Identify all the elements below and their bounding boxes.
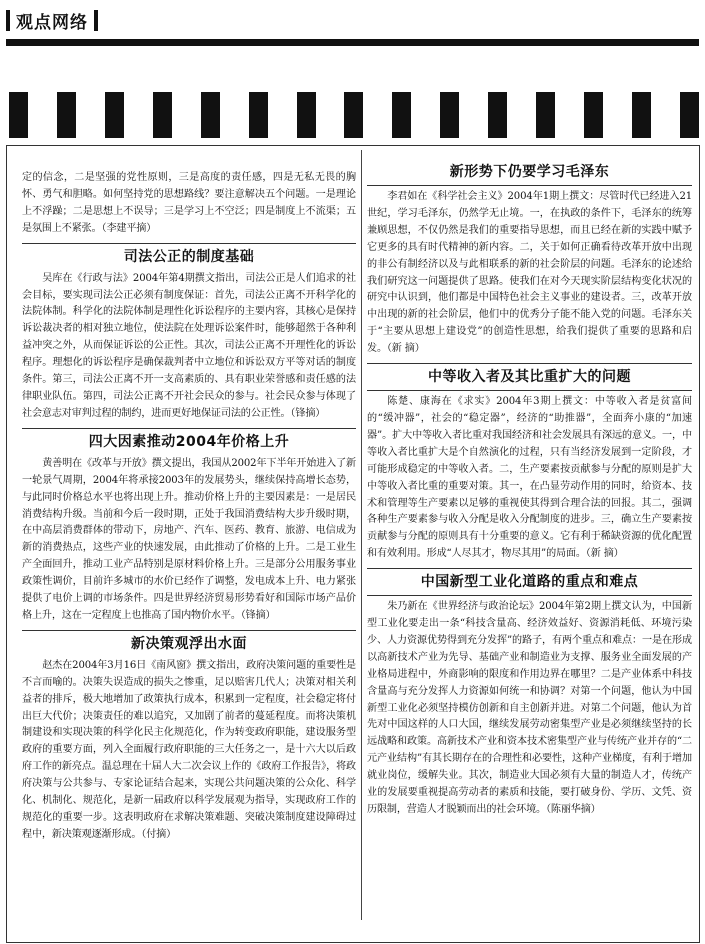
article-author: （新 摘） [585,548,624,560]
decorative-block [440,92,459,138]
article-new-industrialization [367,568,692,819]
article-learn-maozedong [367,162,692,358]
article-body: 黄善明在《改革与开放》撰文提出，我国从2002年下半年开始进入了新一轮景气周期，2004年将承接2003年的发展势头，继续保持高增长态势，与此同时价格总水平也将出现上升。推动价格上升的主要因素是：一是居民消费结构升级。当前和今后一段时期，正处于我国消费结构大步升级时期，在中高层消费群体的带动下，房地产、汽车、医药、教育、旅游、电信成为新的消费热点，这些产业的快速发展，由此推动了价格的上升。二是工业生产全面回升，推动工业产品特别是原材料价格上升。三是部分公用服务事业政策性调价，目前许多城市的水价已经作了调整，发电成本上升、电力紧张提供了电价上调的市场条件。四是世界经济贸易形势看好和国际市场产品价格上升，这在一定程度上也推高了国内物价水平。（锋摘） [22,457,356,621]
section-title: 观点网络 [16,13,88,33]
intro-paragraph: 定的信念，二是坚强的党性原则，三是高度的责任感，四是无私无畏的胸怀、勇气和胆略。如何坚持党的思想路线？要注意解决五个问题。一是理论上不浮躁；二是思想上不误导；三是学习上不空泛；四是制度上不流渠；五是氛围上不紧张。（李建平摘） [22,172,356,234]
decorative-block [632,92,651,138]
article-title: 司法公正的制度基础 [22,243,356,268]
header-right-bar [94,10,98,31]
article-author: （锋摘） [240,609,276,621]
left-column [22,170,356,844]
decorative-block-row [9,92,699,138]
article-author: （陈丽华摘） [546,804,601,815]
top-rule [6,39,699,46]
article-author: （新 摘） [386,343,425,355]
article-title: 中国新型工业化道路的重点和难点 [367,568,692,596]
article-title: 中等收入者及其比重扩大的问题 [367,363,692,391]
article-body: 陈楚、康海在《求实》2004年3期上撰文：中等收入者是贫富间的“缓冲器”，社会的“稳定器”，经济的“助推器”，全面奔小康的“加速器”。扩大中等收入者比重对我国经济和社会发展具有深远的意义。一，中等收入者比重扩大是个自然演化的过程，只有当经济发展到一定阶段，才可能形成稳定的中等收入者。二，生产要素按贡献参与分配的原则是扩大中等收入者比重的重要对策。其一，在凸显劳动作用的同时，给资本、技术和管理等生产要素以足够的重视使其得到合理合法的回报。其二，强调各种生产要素参与收入分配是收入分配制度的进步。三，确立生产要素按贡献参与分配的原则具有十分重要的意义。它有利于稀缺资源的优化配置和有效利用。形成“人尽其才，物尽其用”的局面。（新 摘） [367,396,692,560]
article-price-factors [22,428,356,625]
decorative-block [344,92,363,138]
article-new-decision-view [22,630,356,844]
article-body: 吴库在《行政与法》2004年第4期撰文指出，司法公正是人们追求的社会目标，要实现司法公正必须有制度保证：首先，司法公正离不开科学化的法院体制。科学化的法院体制是理性化诉讼程序的主要内容，其核心是保持诉讼裁决者的相对独立地位，使法院在处理诉讼案件时，能够超然于各种利益冲突之外，从而保证诉讼的公正性。其次，司法公正离不开理性化的诉讼程序。理想化的诉讼程序是确保裁判者中立地位和诉讼双方平等对话的制度条件。第三，司法公正离不开一支高素质的、具有职业荣誉感和责任感的法律职业队伍。第四，司法公正离不开社会民众的参与。社会民众参与体现了社会意志对审判过程的制约，进而更好地保证司法的公正性。（锋摘） [22,272,356,419]
article-body: 李君如在《科学社会主义》2004年1期上撰文：尽管时代已经进入21世纪，学习毛泽东，仍然学无止境。一，在执政的条件下，毛泽东的统筹兼顾思想，不仅仍然是我们的重要指导思想，而且已经在新的实践中赋予它更多的具有时代精神的新内容。二，关于如何正确看待改革开放中出现的非公有制经济以及与此相联系的新的社会阶层的问题。毛泽东的论述给我们研究这一问题提供了思路。使我们在对今天现实阶层结构变化状况的研究中认识到，他们都是中国特色社会主义事业的建设者。三，改革开放中出现的新的社会阶层，他们中的优秀分子能不能入党的问题。毛泽东关于“主要从思想上建设党”的创造性思想，给我们提供了重要的思路和启发。（新 摘） [367,191,692,355]
decorative-block [249,92,268,138]
article-judicial-fairness [22,243,356,423]
decorative-block [488,92,507,138]
article-title: 新决策观浮出水面 [22,630,356,655]
article-body: 赵杰在2004年3月16日《南风窗》撰文指出，政府决策问题的重要性是不言而喻的。决策失误造成的损失之惨重，足以赔害几代人；决策对相关利益者的排斥，极大地增加了政策执行成本，积累到一定程度，社会稳定将付出巨大代价；决策责任的难以追究，又加剧了前者的蔓延程度。而将决策机制建设和实现决策的科学化民主化规范化，作为转变政府职能，建设服务型政府的重要方面，列入全面履行政府职能的三大任务之一，是十六大以后政府工作的新亮点。温总理在十届人大二次会议上作的《政府工作报告》，将政府决策与公共参与、专家论证结合起来，实现公共问题决策的公众化、科学化、机制化、规范化，是新一届政府以科学发展观为指导，实现政府工作的规范化的重要一步。这表明政府在求解决策难题、突破决策制度建设障碍过程中，新决策观逐渐形成。（付摘） [22,659,356,840]
decorative-block [9,92,28,138]
section-header [6,8,98,33]
article-body: 朱乃新在《世界经济与政治论坛》2004年第2期上撰文认为，中国新型工业化要走出一条“科技含量高、经济效益好、资源消耗低、环境污染少、人力资源优势得到充分发挥”的路子，有两个重点和难点：一是在形成以高新技术产业为先导、基础产业和制造业为支撑、服务业全面发展的产业格局进程中，外商影响的限度和作用边界在哪里？二是产业体系中科技含量高与充分发挥人力资源如何统一和协调？对第一个问题，他认为中国新型工业化必须坚持模仿创新和自主创新并进。对第二个问题，他认为首先对中国这样的人口大国，继续发展劳动密集型产业是必须继续坚持的长远战略和政策。高新技术产业和资本技术密集型产业与传统产业并存的“二元产业结构”有其长期存在的合理性和必要性，这种产业梯度，有利于增加就业岗位，缓解失业。其次，制造业大国必须有大量的制造人才，传统产业的发展要重视提高劳动者的素质和技能，要打破身份、学历、文凭、资历限制，营造人才脱颖而出的社会环境。（陈丽华摘） [367,601,692,815]
decorative-block [584,92,603,138]
article-title: 四大因素推动2004年价格上升 [22,428,356,453]
right-column [367,157,692,819]
article-author: （锋摘） [290,407,326,419]
decorative-block [201,92,220,138]
article-author: （付摘） [141,828,177,840]
decorative-block [57,92,76,138]
decorative-block [392,92,411,138]
column-divider [361,150,362,920]
intro-author: （李建平摘） [101,222,157,234]
decorative-block [153,92,172,138]
decorative-block [536,92,555,138]
decorative-block [297,92,316,138]
article-title: 新形势下仍要学习毛泽东 [367,162,692,186]
decorative-block [105,92,124,138]
decorative-block [680,92,699,138]
article-middle-income [367,363,692,563]
header-left-bar [6,10,10,31]
